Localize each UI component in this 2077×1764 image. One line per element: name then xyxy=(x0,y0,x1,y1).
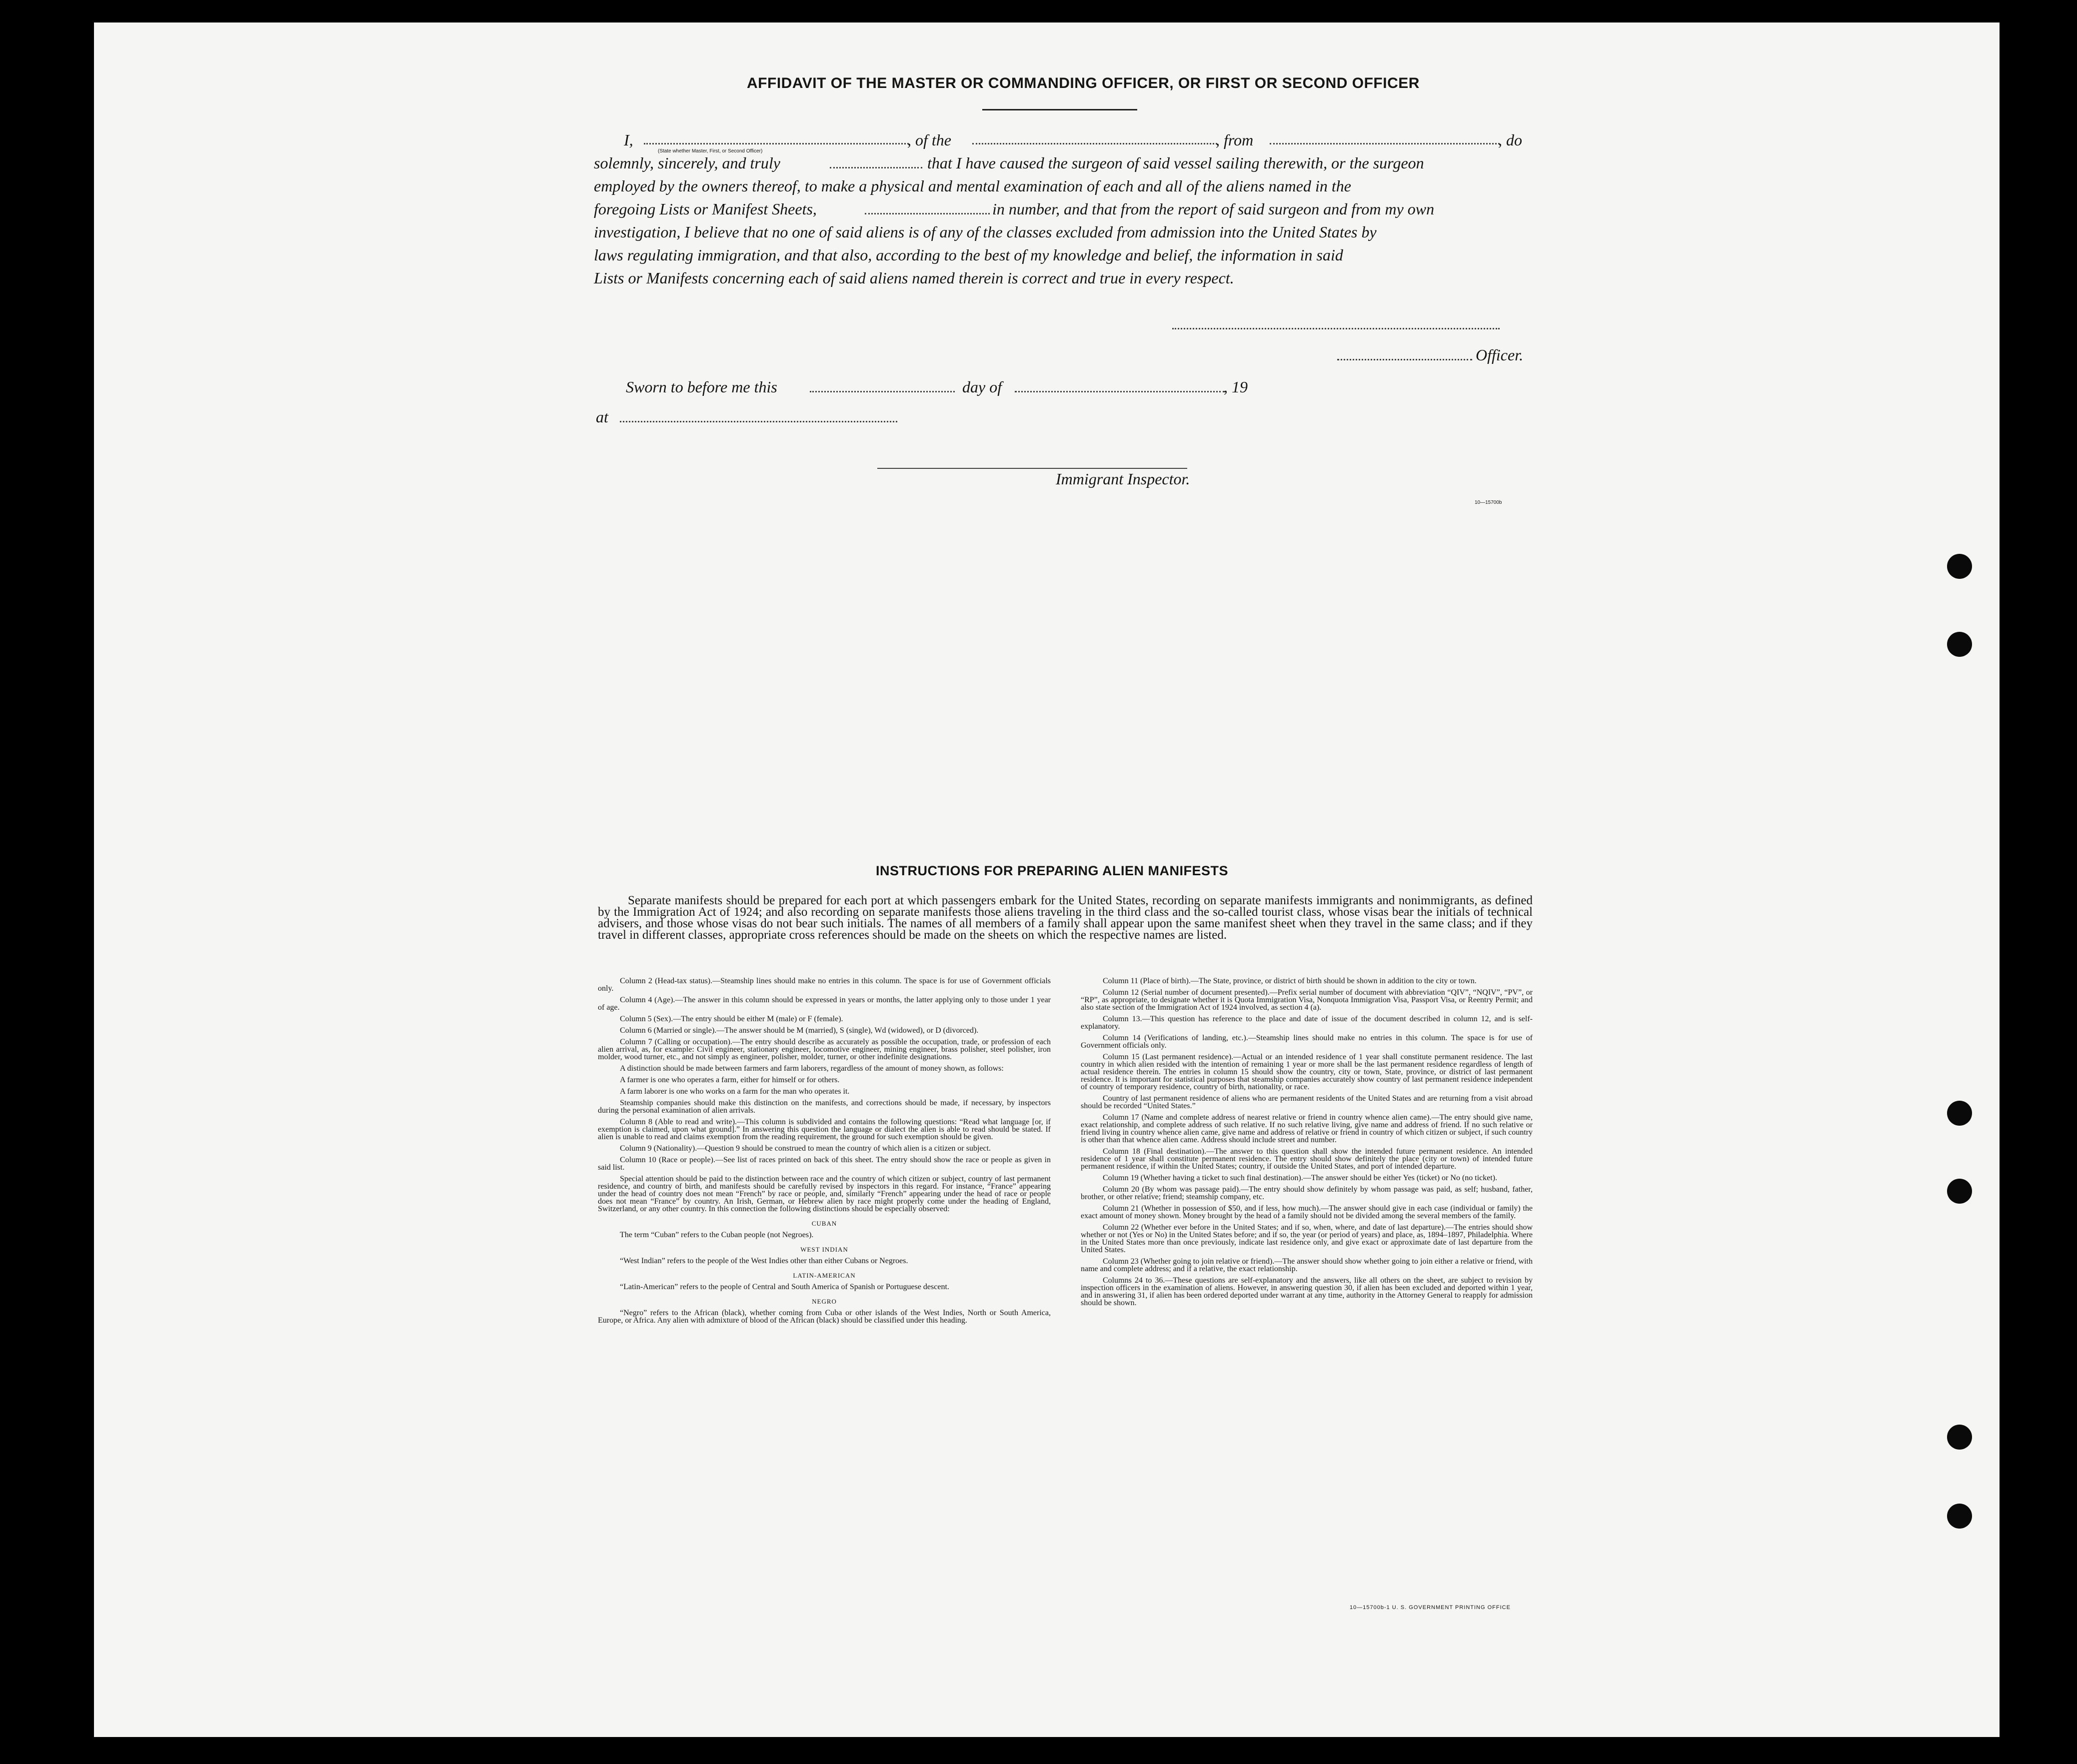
sworn-place-field[interactable] xyxy=(620,421,897,422)
punch-hole xyxy=(1947,1179,1972,1204)
affidavit-line4-b: in number, and that from the report of said surgeon and from my own xyxy=(992,200,1435,218)
instructions-title: INSTRUCTIONS FOR PREPARING ALIEN MANIFESTS xyxy=(876,863,1229,878)
instruction-paragraph: Column 4 (Age).—The answer in this column should be expressed in years or months, the latter applying only to those under 1 year of age. xyxy=(598,996,1051,1012)
sworn-month-field[interactable] xyxy=(1015,391,1225,392)
instruction-paragraph: Column 2 (Head-tax status).—Steamship lines should make no entries in this column. The space is for use of Government officials only. xyxy=(598,977,1051,993)
sworn-day-field[interactable] xyxy=(810,391,955,392)
punch-hole xyxy=(1947,1101,1972,1126)
instruction-paragraph: Column 19 (Whether having a ticket to such final destination).—The answer should be either Yes (ticket) or No (no ticket). xyxy=(1103,1174,1498,1182)
officer-signature-line[interactable] xyxy=(1172,328,1500,329)
definition-negro: “Negro” refers to the African (black), whether coming from Cuba or other islands of the West Indies, North or South America, Europe, or Africa. Any alien with admixture of blood of the African (black) should be classified under this heading. xyxy=(598,1309,1051,1325)
instruction-paragraph: Column 20 (By whom was passage paid).—The entry should show definitely by whom passage was paid, as self; husband, father, brother, or other relative; friend; steamship company, etc. xyxy=(1081,1185,1533,1201)
instructions-right-column xyxy=(1081,977,1533,1311)
day-of-label: day of xyxy=(962,378,1002,396)
instruction-paragraph: Special attention should be paid to the distinction between race and the country of which citizen or subject, country of last permanent residence, and country of birth, and manifests should be carefully revised by inspectors in this regard. For instance, “France” appearing under the head of country does not mean “French” by race or people, and, similarly “French” appearing under the head of race or people does not mean “France” by country. An Irish, German, or Hebrew alien by race might properly come under the heading of England, Switzerland, or any other country. In this connection the following distinctions should be especially observed: xyxy=(598,1175,1051,1213)
title-divider xyxy=(982,109,1137,110)
officer-label: Officer. xyxy=(1476,346,1524,364)
definition-west-indian: “West Indian” refers to the people of the West Indies other than either Cubans or Negroes. xyxy=(620,1257,908,1265)
port-from-field[interactable] xyxy=(1270,143,1500,144)
rank-field-note: (State whether Master, First, or Second Officer) xyxy=(658,148,763,154)
instruction-paragraph: Column 8 (Able to read and write).—This column is subdivided and contains the following questions: “Read what language [or, if exemption is claimed, upon what ground].” In answering this question the language or dialect the alien is able to read should be stated. If alien is unable to read and claims exemption from the reading requirement, the ground for such exemption should be given. xyxy=(598,1118,1051,1141)
instruction-paragraph: Column 15 (Last permanent residence).—Actual or an intended residence of 1 year shall constitute permanent residence. The last country in which alien resided with the intention of remaining 1 year or more shall be the last permanent residence regardless of length of actual residence therein. The entries in column 15 should show the country, city or town, State, province, or district of last permanent residence. It is important for statistical purposes that steamship companies accurately show country of last permanent residence independent of country of temporary residence, country of birth, nationality, or race. xyxy=(1081,1053,1533,1091)
sworn-label: Sworn to before me this xyxy=(626,378,777,396)
officer-rank-field[interactable] xyxy=(644,143,909,144)
inspector-signature-line[interactable] xyxy=(877,468,1187,469)
affidavit-title: AFFIDAVIT OF THE MASTER OR COMMANDING OFFICER, OR FIRST OR SECOND OFFICER xyxy=(747,75,1420,91)
instruction-paragraph: Column 22 (Whether ever before in the United States; and if so, when, where, and date of last departure).—The entries should show whether or not (Yes or No) in the United States before; and if so, the year (or period of years) and place, as, 1894–1897, Philadelphia. Where in the United States more than once previously, indicate last residence only, and give exact or approximate date of last departure from the United States. xyxy=(1081,1223,1533,1254)
instruction-paragraph: A farmer is one who operates a farm, either for himself or for others. xyxy=(620,1076,840,1084)
instruction-paragraph: Columns 24 to 36.—These questions are self-explanatory and the answers, like all others on the sheet, are subject to revision by inspection officers in the examination of aliens. However, in answering question 30, if alien has been excluded and deported within 1 year, and in answering 31, if alien has been ordered deported under warrant at any time, authority in the Attorney General to reapply for admission should be shown. xyxy=(1081,1276,1533,1307)
instructions-intro: Separate manifests should be prepared for each port at which passengers embark for the United States, recording on separate manifests immigrants and nonimmigrants, as defined by the Immigration Act of 1924; and also recording on separate manifests those aliens traveling in the third class and the so-called tourist class, whose visas bear the initials of technical advisers, and those whose visas do not bear such initials. The names of all members of a family shall appear upon the same manifest sheet when they travel in the same class; and if they travel in different classes, appropriate cross references should be made on the sheets on which the respective names are listed. xyxy=(598,894,1533,942)
instruction-paragraph: A distinction should be made between farmers and farm laborers, regardless of the amount of money shown, as follows: xyxy=(620,1064,1004,1073)
definition-latin-american: “Latin-American” refers to the people of Central and South America of Spanish or Portuguese descent. xyxy=(620,1283,949,1291)
instruction-paragraph: Column 9 (Nationality).—Question 9 should be construed to mean the country of which alien is a citizen or subject. xyxy=(620,1144,991,1153)
section-heading-latin-american: LATIN-AMERICAN xyxy=(793,1272,856,1279)
at-label: at xyxy=(596,408,608,426)
section-heading-west-indian: WEST INDIAN xyxy=(800,1246,848,1253)
form-number: 10—15700b xyxy=(1475,500,1502,505)
instruction-paragraph: Column 11 (Place of birth).—The State, province, or district of birth should be shown in addition to the city or town. xyxy=(1103,977,1477,985)
instruction-paragraph: Column 12 (Serial number of document presented).—Prefix serial number of document with abbreviation “QIV”, “NQIV”, “PV”, or “RP”, as appropriate, to designate whether it is Quota Immigration Visa, Nonquota Immigration Visa, Passport Visa, or Reentry Permit; and also state section of the Immigration Act of 1924 involved, as section 4 (a). xyxy=(1081,988,1533,1012)
affidavit-from: , from xyxy=(1216,131,1254,149)
affidavit-of-the: , of the xyxy=(907,131,951,149)
section-heading-negro: NEGRO xyxy=(812,1298,837,1305)
punch-hole xyxy=(1947,632,1972,657)
officer-title-field[interactable] xyxy=(1337,359,1472,360)
vessel-name-field[interactable] xyxy=(972,143,1217,144)
instruction-paragraph: Column 6 (Married or single).—The answer should be M (married), S (single), Wd (widowed), or D (divorced). xyxy=(620,1026,979,1035)
printing-office-footer: 10—15700b-1 U. S. GOVERNMENT PRINTING OFFICE xyxy=(1350,1605,1511,1611)
affidavit-line2-a: solemnly, sincerely, and truly xyxy=(594,154,780,172)
instruction-paragraph: A farm laborer is one who works on a farm for the man who operates it. xyxy=(620,1087,850,1096)
affidavit-line3: employed by the owners thereof, to make a physical and mental examination of each and all of the aliens named in the xyxy=(594,177,1351,195)
instruction-paragraph: Column 13.—This question has reference to the place and date of issue of the document described in column 12, and is self-explanatory. xyxy=(1081,1015,1533,1031)
punch-hole xyxy=(1947,1425,1972,1450)
affidavit-line4-a: foregoing Lists or Manifest Sheets, xyxy=(594,200,817,218)
punch-hole xyxy=(1947,1504,1972,1529)
definition-cuban: The term “Cuban” refers to the Cuban people (not Negroes). xyxy=(620,1231,814,1239)
affidavit-do: , do xyxy=(1498,131,1522,149)
instruction-paragraph: Column 7 (Calling or occupation).—The entry should describe as accurately as possible the occupation, trade, or profession of each alien arrival, as, for example: Civil engineer, stationary engineer, locomotive engineer, mining engineer, brass polisher, steel polisher, iron molder, wood turner, etc., and not simply as engineer, polisher, molder, turner, or other indefinite designations. xyxy=(598,1038,1051,1061)
instruction-paragraph: Column 18 (Final destination).—The answer to this question shall show the intended future permanent residence. An intended residence of 1 year shall constitute permanent residence. The entry should show definitely the place (city or town) of intended future permanent residence, if within the United States; country, if outside the United States, and port of intended departure. xyxy=(1081,1147,1533,1171)
year-label: , 19 xyxy=(1224,378,1248,396)
affidavit-line7: Lists or Manifests concerning each of said aliens named therein is correct and true in every respect. xyxy=(594,269,1234,287)
affidavit-line2-b: that I have caused the surgeon of said vessel sailing therewith, or the surgeon xyxy=(927,154,1424,172)
instruction-paragraph: Column 21 (Whether in possession of $50, and if less, how much).—The answer should give in each case (individual or family) the exact amount of money shown. Money brought by the head of a family should not be divided among the several members of the family. xyxy=(1081,1204,1533,1220)
inspector-label: Immigrant Inspector. xyxy=(1056,470,1190,488)
instruction-paragraph: Column 23 (Whether going to join relative or friend).—The answer should show whether going to join either a relative or friend, with name and complete address; and if a relative, the exact relationship. xyxy=(1081,1257,1533,1273)
affidavit-i: I, xyxy=(624,131,633,149)
affidavit-line6: laws regulating immigration, and that also, according to the best of my knowledge and belief, the information in said xyxy=(594,246,1343,264)
instruction-paragraph: Column 10 (Race or people).—See list of races printed on back of this sheet. The entry should show the race or people as given in said list. xyxy=(598,1156,1051,1172)
instruction-paragraph: Column 17 (Name and complete address of nearest relative or friend in country whence alien came).—The entry should give name, exact relationship, and complete address of such relative. If no such relative living, give name and address of friend. If no such relative or friend living in country whence alien came, give name and address of relative or friend in country of which citizen or subject, if such country is other than that whence alien came. Address should include street and number. xyxy=(1081,1113,1533,1144)
oath-form-field[interactable] xyxy=(830,167,922,168)
instruction-paragraph: Column 5 (Sex).—The entry should be either M (male) or F (female). xyxy=(620,1015,843,1023)
affidavit-line5: investigation, I believe that no one of said aliens is of any of the classes excluded from admission into the United States by xyxy=(594,223,1377,241)
instruction-paragraph: Steamship companies should make this distinction on the manifests, and corrections should be made, if necessary, by inspectors during the personal examination of alien arrivals. xyxy=(598,1099,1051,1115)
section-heading-cuban: CUBAN xyxy=(811,1220,837,1227)
instructions-left-column xyxy=(598,977,1051,1328)
sheet-count-field[interactable] xyxy=(865,213,990,214)
punch-hole xyxy=(1947,554,1972,579)
instruction-paragraph: Column 14 (Verifications of landing, etc.).—Steamship lines should make no entries in this column. The space is for use of Government officials only. xyxy=(1081,1034,1533,1050)
instruction-paragraph: Country of last permanent residence of aliens who are permanent residents of the United States and are returning from a visit abroad should be recorded “United States.” xyxy=(1081,1094,1533,1110)
